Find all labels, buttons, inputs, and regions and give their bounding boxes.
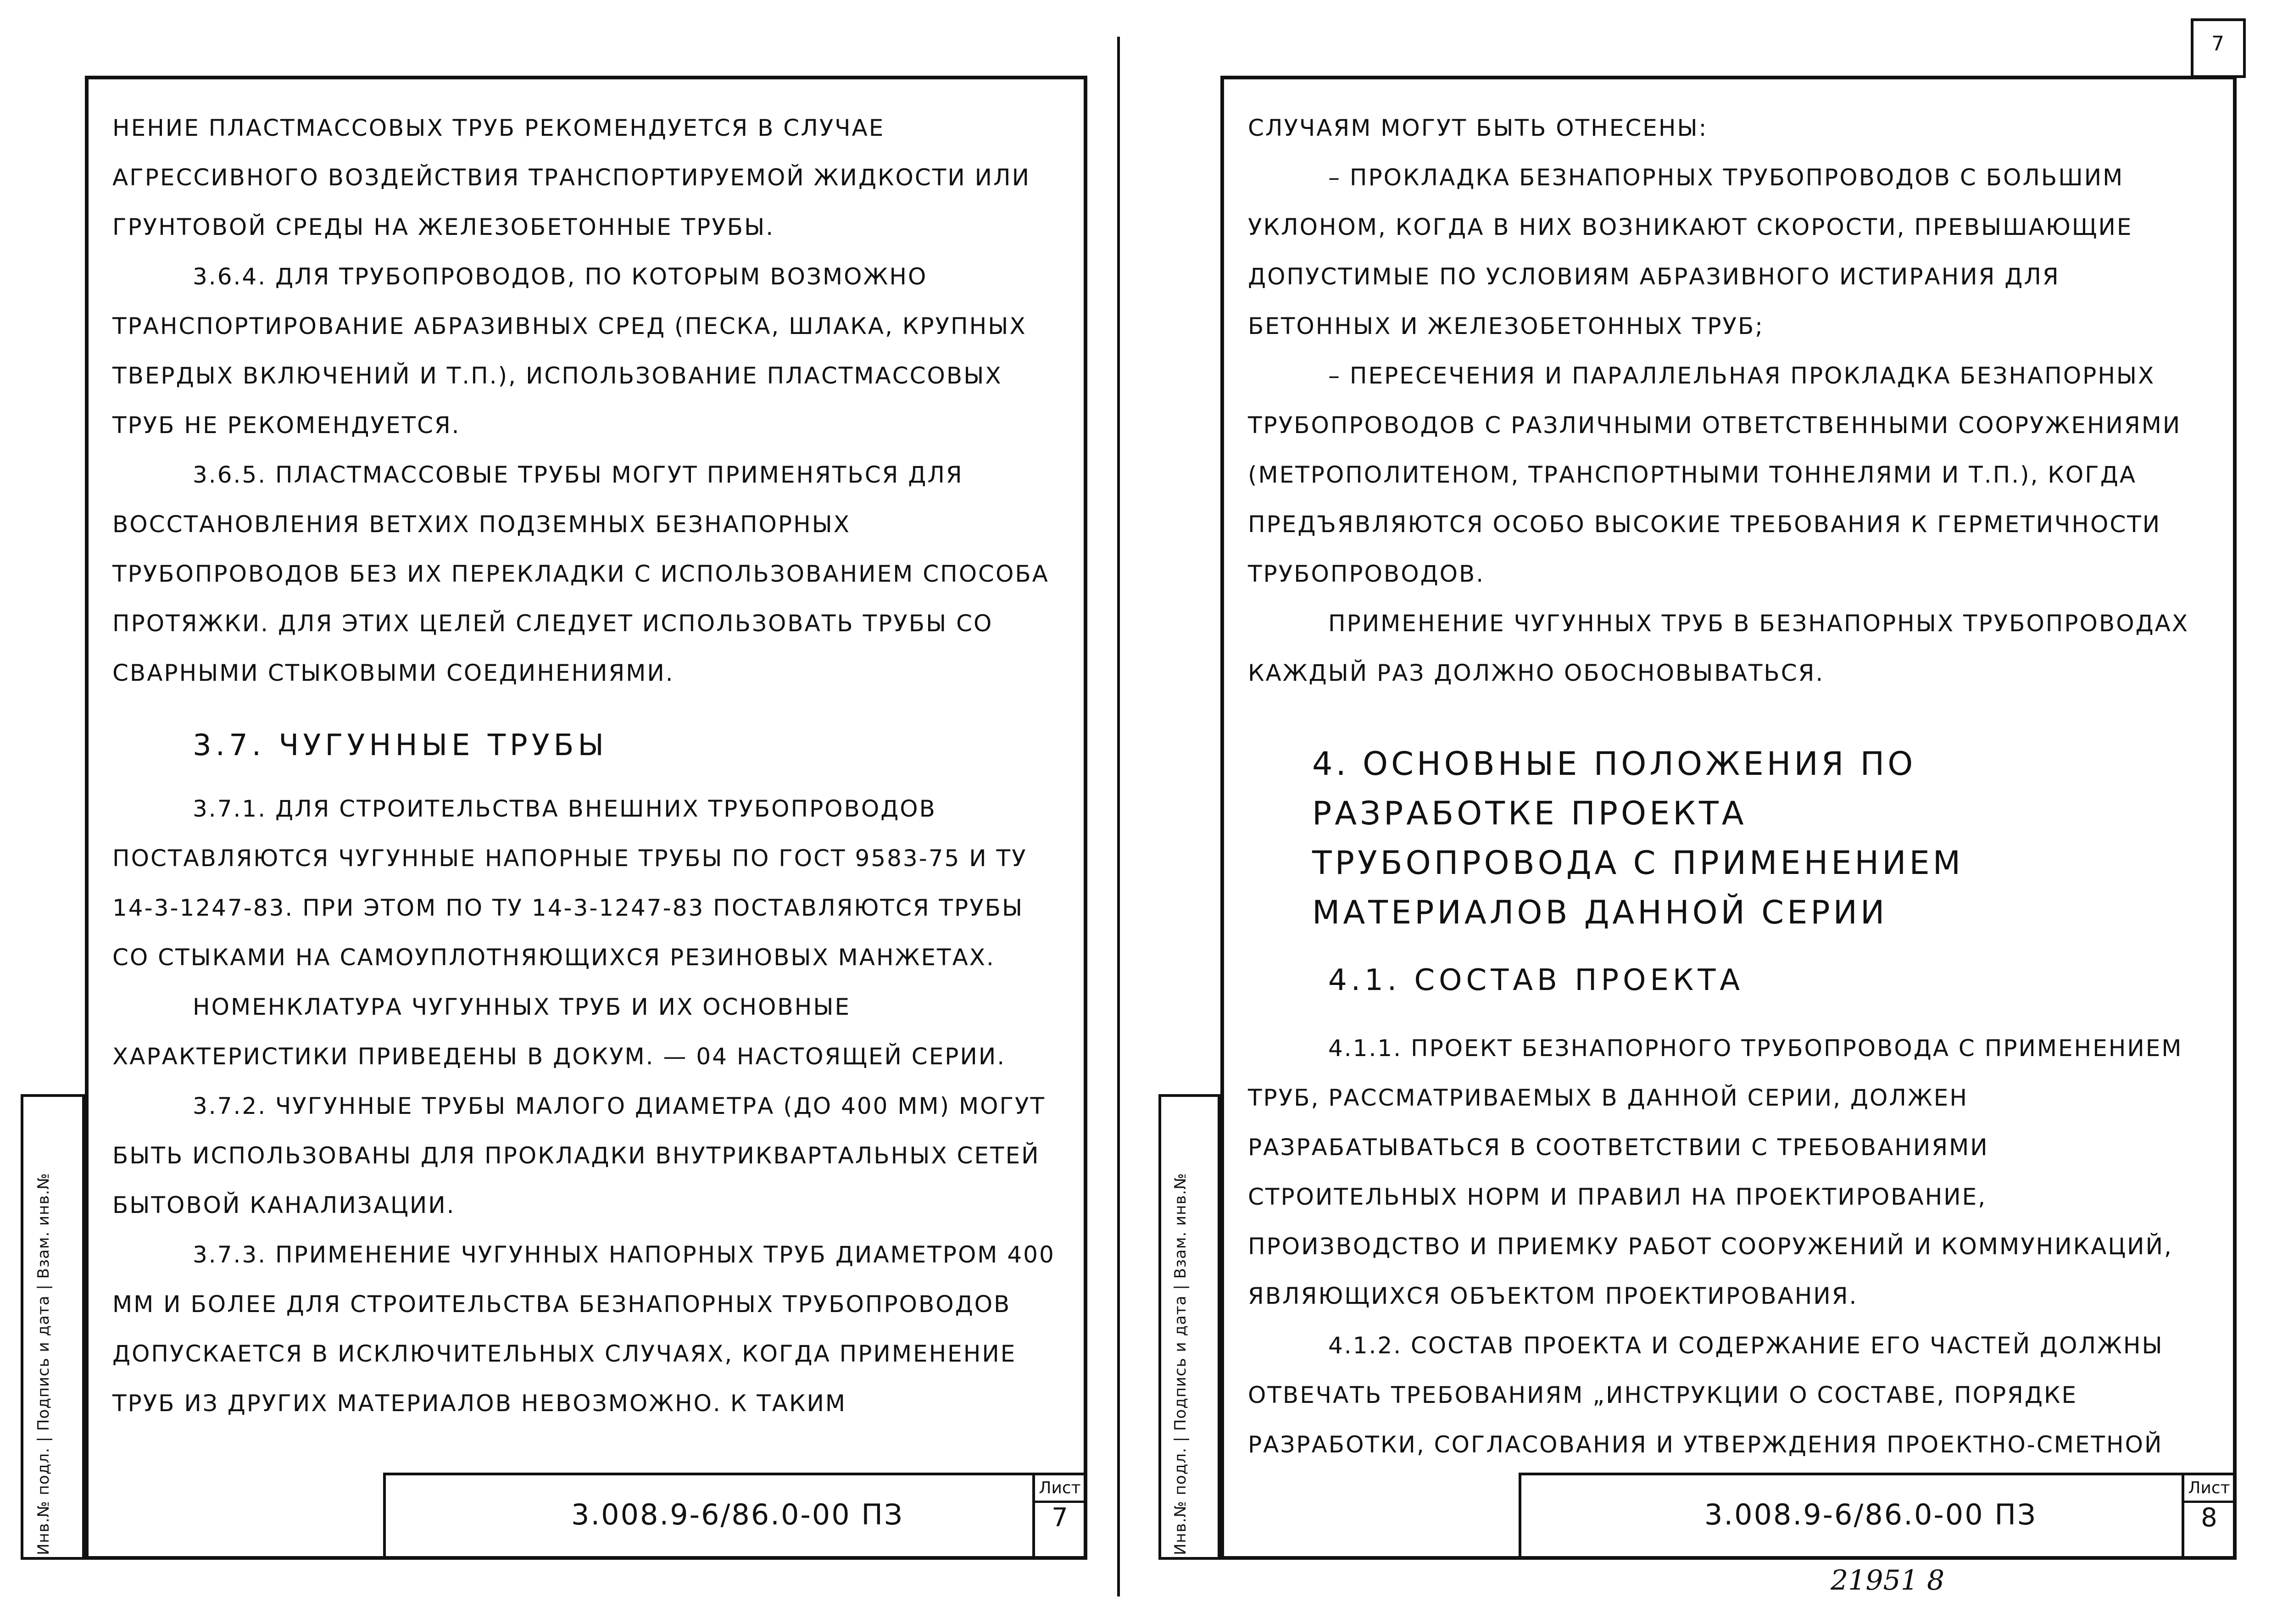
section-4-heading: 4. ОСНОВНЫЕ ПОЛОЖЕНИЯ ПО РАЗРАБОТКЕ ПРОЕКТА ТРУБОПРОВОДА С ПРИМЕНЕНИЕМ МАТЕРИАЛОВ ДАННОЙ СЕРИИ — [1312, 745, 1964, 931]
left-page-text — [112, 103, 1058, 1428]
right-sheet-label: Лист — [2184, 1475, 2234, 1503]
left-paragraph-373: 3.7.3. ПРИМЕНЕНИЕ ЧУГУННЫХ НАПОРНЫХ ТРУБ ДИАМЕТРОМ 400 ММ И БОЛЕЕ ДЛЯ СТРОИТЕЛЬСТВА БЕЗНАПОРНЫХ ТРУБОПРОВОДОВ ДОПУСКАЕТСЯ В ИСКЛЮЧИТЕЛЬНЫХ СЛУЧАЯХ, КОГДА ПРИМЕНЕНИЕ ТРУБ ИЗ ДРУГИХ МАТЕРИАЛОВ НЕВОЗМОЖНО. К ТАКИМ — [112, 1241, 1055, 1417]
right-document-code: 3.008.9-6/86.0-00 ПЗ — [1704, 1498, 2037, 1531]
right-sheet-cell — [2182, 1473, 2237, 1560]
section-41-heading: 4.1. СОСТАВ ПРОЕКТА — [1328, 963, 1744, 997]
right-paragraph-slope: – ПРОКЛАДКА БЕЗНАПОРНЫХ ТРУБОПРОВОДОВ С БОЛЬШИМ УКЛОНОМ, КОГДА В НИХ ВОЗНИКАЮТ СКОРОСТИ, ПРЕВЫШАЮЩИЕ ДОПУСТИМЫЕ ПО УСЛОВИЯМ АБРАЗИВНОГО ИСТИРАНИЯ ДЛЯ БЕТОННЫХ И ЖЕЛЕЗОБЕТОННЫХ ТРУБ; — [1248, 164, 2133, 339]
right-sheet-number: 8 — [2201, 1503, 2217, 1533]
right-page-text — [1248, 103, 2204, 1469]
left-sheet-cell — [1032, 1473, 1087, 1560]
left-paragraph-365: 3.6.5. ПЛАСТМАССОВЫЕ ТРУБЫ МОГУТ ПРИМЕНЯТЬСЯ ДЛЯ ВОССТАНОВЛЕНИЯ ВЕТХИХ ПОДЗЕМНЫХ БЕЗНАПОРНЫХ ТРУБОПРОВОДОВ БЕЗ ИХ ПЕРЕКЛАДКИ С ИСПОЛЬЗОВАНИЕМ СПОСОБА ПРОТЯЖКИ. ДЛЯ ЭТИХ ЦЕЛЕЙ СЛЕДУЕТ ИСПОЛЬЗОВАТЬ ТРУБЫ СО СВАРНЫМИ СТЫКОВЫМИ СОЕДИНЕНИЯМИ. — [112, 462, 1049, 686]
right-paragraph-intro: СЛУЧАЯМ МОГУТ БЫТЬ ОТНЕСЕНЫ: — [1248, 115, 1708, 141]
left-sheet-label: Лист — [1035, 1475, 1085, 1503]
handwritten-archive-number: 21951 8 — [1831, 1564, 1945, 1596]
right-paragraph-411: 4.1.1. ПРОЕКТ БЕЗНАПОРНОГО ТРУБОПРОВОДА С ПРИМЕНЕНИЕМ ТРУБ, РАССМАТРИВАЕМЫХ В ДАННОЙ СЕРИИ, ДОЛЖЕН РАЗРАБАТЫВАТЬСЯ В СООТВЕТСТВИИ С ТРЕБОВАНИЯМИ СТРОИТЕЛЬНЫХ НОРМ И ПРАВИЛ НА ПРОЕКТИРОВАНИЕ, ПРОИЗВОДСТВО И ПРИЕМКУ РАБОТ СООРУЖЕНИЙ И КОММУНИКАЦИЙ, ЯВЛЯЮЩИХСЯ ОБЪЕКТОМ ПРОЕКТИРОВАНИЯ. — [1248, 1035, 2183, 1309]
left-section-heading-37: 3.7. ЧУГУННЫЕ ТРУБЫ — [193, 729, 608, 762]
left-side-stamp-text: Инв.№ подл. | Подпись и дата | Взам. инв.№ — [34, 1173, 53, 1555]
left-paragraph-371: 3.7.1. ДЛЯ СТРОИТЕЛЬСТВА ВНЕШНИХ ТРУБОПРОВОДОВ ПОСТАВЛЯЮТСЯ ЧУГУННЫЕ НАПОРНЫЕ ТРУБЫ ПО ГОСТ 9583-75 И ТУ 14-3-1247-83. ПРИ ЭТОМ ПО ТУ 14-3-1247-83 ПОСТАВЛЯЮТСЯ ТРУБЫ СО СТЫКАМИ НА САМОУПЛОТНЯЮЩИХСЯ РЕЗИНОВЫХ МАНЖЕТАХ. — [112, 795, 1027, 971]
left-paragraph-372: 3.7.2. ЧУГУННЫЕ ТРУБЫ МАЛОГО ДИАМЕТРА (ДО 400 ММ) МОГУТ БЫТЬ ИСПОЛЬЗОВАНЫ ДЛЯ ПРОКЛАДКИ ВНУТРИКВАРТАЛЬНЫХ СЕТЕЙ БЫТОВОЙ КАНАЛИЗАЦИИ. — [112, 1093, 1046, 1218]
right-paragraph-412: 4.1.2. СОСТАВ ПРОЕКТА И СОДЕРЖАНИЕ ЕГО ЧАСТЕЙ ДОЛЖНЫ ОТВЕЧАТЬ ТРЕБОВАНИЯМ „ИНСТРУКЦИИ О СОСТАВЕ, ПОРЯДКЕ РАЗРАБОТКИ, СОГЛАСОВАНИЯ И УТВЕРЖДЕНИЯ ПРОЕКТНО-СМЕТНОЙ — [1248, 1332, 2164, 1458]
left-sheet-number: 7 — [1052, 1503, 1068, 1533]
corner-number: 7 — [2211, 32, 2224, 56]
right-side-stamp-text: Инв.№ подл. | Подпись и дата | Взам. инв.№ — [1171, 1173, 1190, 1555]
right-paragraph-crossing: – ПЕРЕСЕЧЕНИЯ И ПАРАЛЛЕЛЬНАЯ ПРОКЛАДКА БЕЗНАПОРНЫХ ТРУБОПРОВОДОВ С РАЗЛИЧНЫМИ ОТВЕТСТВЕННЫМИ СООРУЖЕНИЯМИ (МЕТРОПОЛИТЕНОМ, ТРАНСПОРТНЫМИ ТОННЕЛЯМИ И Т.П.), КОГДА ПРЕДЪЯВЛЯЮТСЯ ОСОБО ВЫСОКИЕ ТРЕБОВАНИЯ К ГЕРМЕТИЧНОСТИ ТРУБОПРОВОДОВ. — [1248, 362, 2182, 587]
left-document-code: 3.008.9-6/86.0-00 ПЗ — [571, 1498, 904, 1531]
left-paragraph-nomenclature: НОМЕНКЛАТУРА ЧУГУННЫХ ТРУБ И ИХ ОСНОВНЫЕ ХАРАКТЕРИСТИКИ ПРИВЕДЕНЫ В ДОКУМ. — 04 НАСТОЯЩЕЙ СЕРИИ. — [112, 994, 1006, 1070]
right-paragraph-justification: ПРИМЕНЕНИЕ ЧУГУННЫХ ТРУБ В БЕЗНАПОРНЫХ ТРУБОПРОВОДАХ КАЖДЫЙ РАЗ ДОЛЖНО ОБОСНОВЫВАТЬСЯ. — [1248, 610, 2189, 686]
left-paragraph-1: НЕНИЕ ПЛАСТМАССОВЫХ ТРУБ РЕКОМЕНДУЕТСЯ В СЛУЧАЕ АГРЕССИВНОГО ВОЗДЕЙСТВИЯ ТРАНСПОРТИРУЕМОЙ ЖИДКОСТИ ИЛИ ГРУНТОВОЙ СРЕДЫ НА ЖЕЛЕЗОБЕТОННЫЕ ТРУБЫ. — [112, 115, 1031, 240]
left-paragraph-364: 3.6.4. ДЛЯ ТРУБОПРОВОДОВ, ПО КОТОРЫМ ВОЗМОЖНО ТРАНСПОРТИРОВАНИЕ АБРАЗИВНЫХ СРЕД (ПЕСКА, ШЛАКА, КРУПНЫХ ТВЕРДЫХ ВКЛЮЧЕНИЙ И Т.П.), ИСПОЛЬЗОВАНИЕ ПЛАСТМАССОВЫХ ТРУБ НЕ РЕКОМЕНДУЕТСЯ. — [112, 263, 1027, 439]
page-divider — [1117, 37, 1120, 1596]
left-side-stamp — [21, 1094, 85, 1560]
